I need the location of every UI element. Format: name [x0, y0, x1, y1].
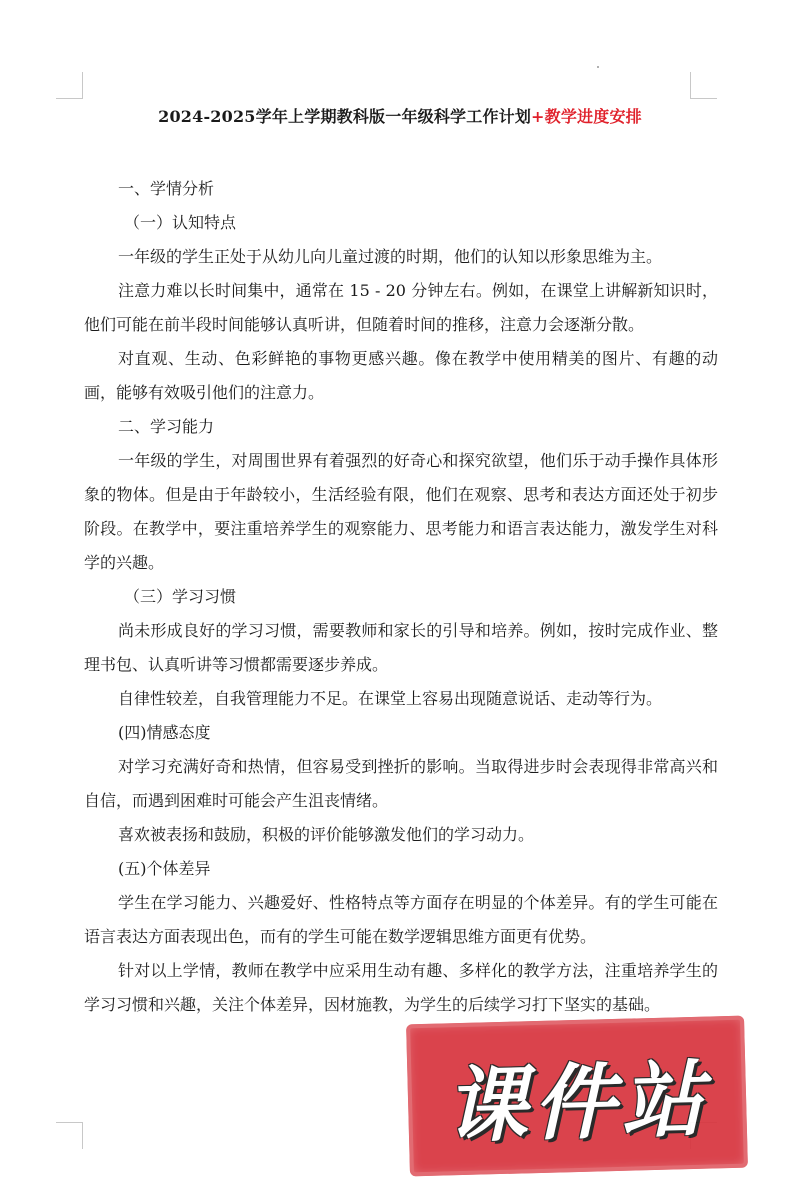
paragraph: 一年级的学生，对周围世界有着强烈的好奇心和探究欲望，他们乐于动手操作具体形象的物体。但是由于年龄较小，生活经验有限，他们在观察、思考和表达方面还处于初步阶段。在教学中，要注重培养学生的观察能力、思考能力和语言表达能力，激发学生对科学的兴趣。 [84, 451, 718, 572]
page-corner-mark-bottom-left [56, 1122, 83, 1149]
section-heading: 一、学情分析 [118, 179, 215, 198]
subsection-heading: (五)个体差异 [118, 859, 211, 878]
paragraph: 一年级的学生正处于从幼儿向儿童过渡的时期，他们的认知以形象思维为主。 [118, 247, 663, 266]
section-heading: 二、学习能力 [118, 417, 215, 436]
page-corner-mark-top-left [56, 72, 83, 99]
paragraph: 针对以上学情，教师在教学中应采用生动有趣、多样化的教学方法，注重培养学生的学习习惯和兴趣，关注个体差异，因材施教，为学生的后续学习打下坚实的基础。 [84, 961, 718, 1014]
paragraph: 注意力难以长时间集中，通常在 15 - 20 分钟左右。例如，在课堂上讲解新知识时，他们可能在前半段时间能够认真听讲，但随着时间的推移，注意力会逐渐分散。 [84, 281, 718, 334]
paragraph: 喜欢被表扬和鼓励，积极的评价能够激发他们的学习动力。 [118, 825, 535, 844]
paragraph: 自律性较差，自我管理能力不足。在课堂上容易出现随意说话、走动等行为。 [118, 689, 663, 708]
watermark-stamp [406, 1016, 748, 1177]
subsection-heading: (四)情感态度 [118, 723, 211, 742]
paragraph: 对学习充满好奇和热情，但容易受到挫折的影响。当取得进步时会表现得非常高兴和自信，而遇到困难时可能会产生沮丧情绪。 [84, 757, 718, 810]
title-highlight: +教学进度安排 [531, 107, 642, 126]
document-body [84, 172, 718, 1022]
document-title [0, 104, 800, 127]
paragraph: 学生在学习能力、兴趣爱好、性格特点等方面存在明显的个体差异。有的学生可能在语言表达方面表现出色，而有的学生可能在数学逻辑思维方面更有优势。 [84, 893, 718, 946]
paragraph: 对直观、生动、色彩鲜艳的事物更感兴趣。像在教学中使用精美的图片、有趣的动画，能够有效吸引他们的注意力。 [84, 349, 718, 402]
title-main: 2024-2025学年上学期教科版一年级科学工作计划 [158, 107, 532, 126]
page-corner-mark-top-right [690, 72, 717, 99]
subsection-heading: （三）学习习惯 [124, 587, 237, 606]
speck [597, 66, 599, 68]
subsection-heading: （一）认知特点 [124, 213, 237, 232]
watermark-text: 课件站 [443, 1052, 711, 1154]
paragraph: 尚未形成良好的学习习惯，需要教师和家长的引导和培养。例如，按时完成作业、整理书包、认真听讲等习惯都需要逐步养成。 [84, 621, 718, 674]
